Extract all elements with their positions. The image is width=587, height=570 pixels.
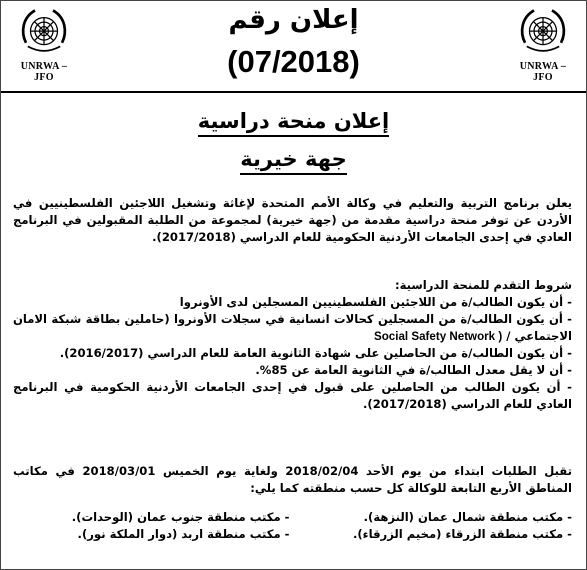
condition-item: - أن يكون الطالب/ة من الحاصلين على شهادة الثانوية العامة للعام الدراسي (2016/2017). bbox=[59, 346, 572, 360]
office-item: - مكتب منطقة الزرقاء (مخيم الزرقاء). bbox=[352, 527, 572, 541]
condition-text: - أن يكون الطالب/ة من المسجلين كحالات انسانية في سجلات الأونروا (حاملين بطاقة شبكة الامان الاجتماعي / bbox=[13, 312, 572, 343]
condition-item bbox=[13, 311, 572, 345]
header-divider bbox=[1, 91, 586, 93]
office-item: - مكتب منطقة جنوب عمان (الوحدات). bbox=[71, 510, 290, 524]
application-paragraph: تقبل الطلبات ابتداء من يوم الأحد 2018/02/04 ولغاية يوم الخميس 2018/03/01 في مكاتب المناطق الأربع التابعة للوكالة كل حسب منطقته كما يلي: bbox=[13, 464, 572, 495]
org-label-left: UNRWA – JFO bbox=[20, 61, 68, 83]
offices-list bbox=[13, 509, 572, 543]
conditions-section bbox=[13, 277, 572, 413]
announcement-number: (07/2018) bbox=[227, 44, 360, 79]
condition-item: - أن لا يقل معدل الطالب/ة في الثانوية العامة عن 85%. bbox=[255, 363, 572, 377]
sponsor-title-text: جهة خيرية bbox=[240, 147, 346, 175]
announcement-title: إعلان رقم bbox=[228, 5, 359, 35]
office-item: - مكتب منطقة شمال عمان (النزهة). bbox=[363, 510, 572, 524]
condition-item: - أن يكون الطالب/ة من اللاجئين الفلسطينيين المسجلين لدى الأونروا bbox=[179, 295, 572, 309]
conditions-heading: شروط التقدم للمنحة الدراسية: bbox=[394, 278, 572, 292]
condition-latin-term: Social Safety Network ) bbox=[373, 330, 503, 343]
org-label-right: UNRWA – JFO bbox=[519, 61, 567, 83]
office-item: - مكتب منطقة اربد (دوار الملكة نور). bbox=[77, 527, 290, 541]
scholarship-title bbox=[1, 107, 586, 135]
scholarship-title-text: إعلان منحة دراسية bbox=[198, 109, 390, 137]
condition-item: - أن يكون الطالب من الحاصلين على قبول في إحدى الجامعات الأردنية الحكومية في البرنامج العادي للعام الدراسي (2017/2018). bbox=[13, 380, 572, 411]
sponsor-title bbox=[1, 145, 586, 173]
intro-paragraph: يعلن برنامج التربية والتعليم في وكالة الأمم المتحدة لإغاثة وتشغيل اللاجئين الفلسطينيين في الأردن عن توفر منحة دراسية مقدمة من (جهة خيرية) لمجموعة من الطلبة المقبولين في البرنامج العادي في إحدى الجامعات الأردنية الحكومية للعام الدراسي (2017/2018). bbox=[13, 196, 572, 244]
